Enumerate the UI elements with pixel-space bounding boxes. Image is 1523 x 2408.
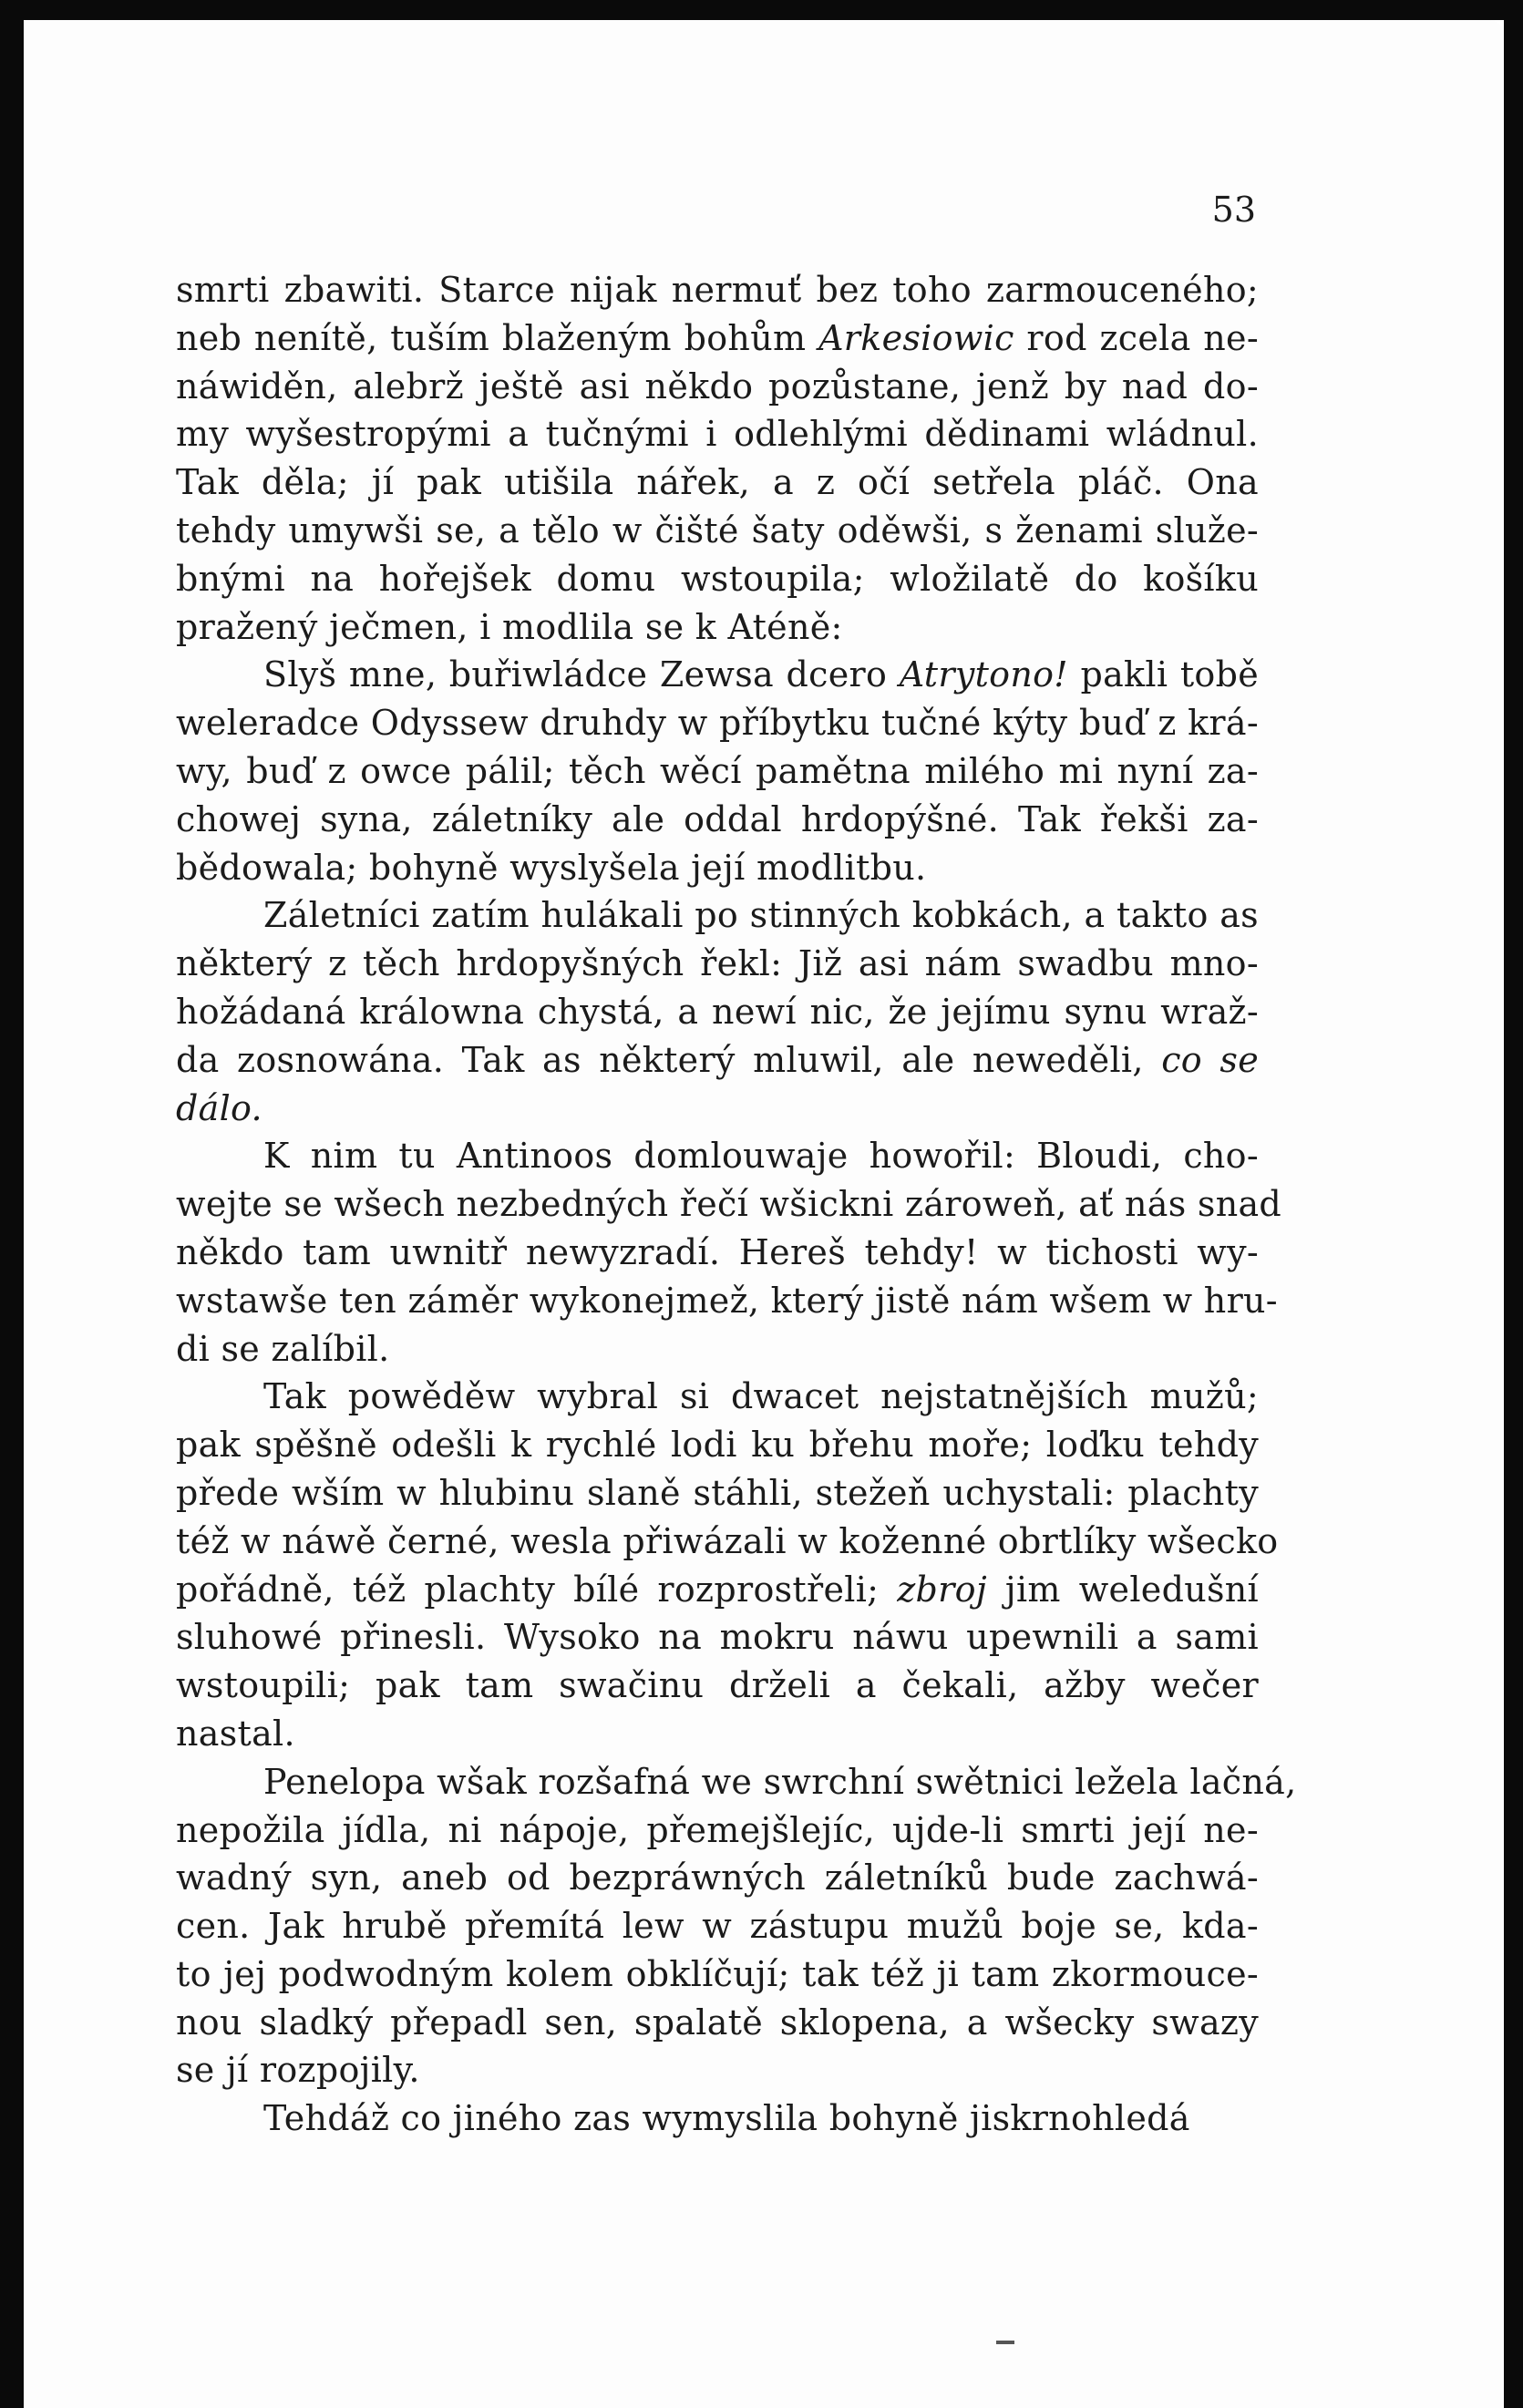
text-line bbox=[176, 1036, 1259, 1085]
text-segment: wy, buď z owce pálil; těch wěcí pamětna milého mi nyní za- bbox=[176, 750, 1259, 791]
text-segment: bědowala; bohyně wyslyšela její modlitbu. bbox=[176, 847, 927, 888]
text-segment: cen. Jak hrubě přemítá lew w zástupu mužů boje se, kda- bbox=[176, 1906, 1259, 1947]
text-line bbox=[176, 844, 1259, 892]
text-segment: někdo tam uwnitř newyzradí. Hereš tehdy! w tichosti wy- bbox=[176, 1231, 1259, 1272]
text-segment: rod zcela ne- bbox=[1014, 317, 1259, 358]
text-line bbox=[176, 1373, 1259, 1421]
text-line bbox=[176, 2046, 1259, 2094]
text-segment: sluhowé přinesli. Wysoko na mokru náwu upewnili a sami bbox=[176, 1617, 1259, 1658]
text-line bbox=[176, 891, 1259, 940]
text-line bbox=[176, 1229, 1259, 1277]
text-line bbox=[176, 1662, 1259, 1710]
text-segment: bnými na hořejšek domu wstoupila; wložilatě do košíku bbox=[176, 558, 1259, 599]
text-line bbox=[176, 1999, 1259, 2047]
text-segment: Slyš mne, buřiwládce Zewsa dcero bbox=[263, 654, 900, 695]
text-line bbox=[176, 1469, 1259, 1518]
text-segment: da zosnowána. Tak as některý mluwil, ale neweděli, bbox=[176, 1039, 1162, 1080]
text-segment: chowej syna, záletníky ale oddal hrdopýšné. Tak řekši za- bbox=[176, 798, 1259, 839]
text-segment: se jí rozpojily. bbox=[176, 2050, 420, 2091]
text-segment: přede wším w hlubinu slaně stáhli, stežeň uchystali: plachty bbox=[176, 1472, 1259, 1513]
text-line bbox=[176, 699, 1259, 747]
text-segment: wstoupili; pak tam swačinu drželi a čekali, ažby wečer bbox=[176, 1665, 1259, 1706]
body-text bbox=[176, 266, 1297, 2143]
text-segment: pakli tobě bbox=[1067, 654, 1259, 695]
text-segment: některý z těch hrdopyšných řekl: Již asi nám swadbu mno- bbox=[176, 943, 1259, 984]
scan-right-edge bbox=[1504, 0, 1523, 2408]
footer-mark bbox=[996, 2341, 1014, 2344]
text-segment: hožádaná králowna chystá, a newí nic, že jejímu synu wraž- bbox=[176, 991, 1259, 1032]
text-line bbox=[176, 940, 1259, 988]
text-line bbox=[176, 458, 1259, 507]
text-line bbox=[176, 1950, 1259, 1999]
text-line bbox=[176, 314, 1259, 363]
text-segment: to jej podwodným kolem obklíčují; tak též ji tam zkormouce- bbox=[176, 1953, 1259, 1994]
text-line bbox=[176, 2094, 1259, 2143]
text-segment: nou sladký přepadl sen, spalatě sklopena, a wšecky swazy bbox=[176, 2002, 1259, 2043]
text-segment: smrti zbawiti. Starce nijak nermuť bez toho zarmouceného; bbox=[176, 270, 1259, 310]
text-segment: Tehdáž co jiného zas wymyslila bohyně jiskrnohledá bbox=[263, 2098, 1190, 2139]
text-line bbox=[176, 1758, 1297, 1806]
text-line bbox=[176, 1518, 1279, 1566]
text-line bbox=[176, 1806, 1259, 1855]
text-segment: pořádně, též plachty bílé rozprostřeli; bbox=[176, 1569, 898, 1610]
text-line bbox=[176, 410, 1259, 458]
text-line bbox=[176, 1854, 1259, 1902]
text-line bbox=[176, 747, 1259, 796]
text-line bbox=[176, 363, 1259, 411]
text-segment: pak spěšně odešli k rychlé lodi ku břehu moře; loďku tehdy bbox=[176, 1425, 1259, 1466]
text-line bbox=[176, 1325, 1259, 1374]
text-line bbox=[176, 507, 1259, 555]
italic-text: Arkesiowic bbox=[818, 317, 1014, 358]
text-line bbox=[176, 796, 1259, 844]
text-segment: my wyšestropými a tučnými i odlehlými dědinami wládnul. bbox=[176, 414, 1259, 455]
text-segment: wadný syn, aneb od bezpráwných záletníků bude zachwá- bbox=[176, 1857, 1259, 1899]
text-segment: pražený ječmen, i modlila se k Aténě: bbox=[176, 606, 843, 647]
text-segment: tehdy umywši se, a tělo w čišté šaty oděwši, s ženami služe- bbox=[176, 509, 1259, 551]
text-line bbox=[176, 1710, 1259, 1758]
text-line bbox=[176, 1180, 1282, 1229]
text-segment: neb nenítě, tuším blaženým bohům bbox=[176, 317, 819, 358]
text-segment: též w náwě černé, wesla přiwázali w koženné obrtlíky wšecko bbox=[176, 1520, 1279, 1561]
text-segment: Tak děla; jí pak utišila nářek, a z očí setřela pláč. Ona bbox=[176, 462, 1259, 503]
text-segment: Penelopa wšak rozšafná we swrchní swětnici ležela lačná, bbox=[263, 1761, 1297, 1802]
italic-text: Atrytono! bbox=[899, 654, 1068, 695]
text-segment: Tak powěděw wybral si dwacet nejstatnějších mužů; bbox=[263, 1376, 1259, 1417]
scan-left-edge bbox=[0, 0, 24, 2408]
text-segment: wstawše ten záměr wykonejmež, který jistě nám wšem w hru- bbox=[176, 1280, 1278, 1321]
text-segment: wejte se wšech nezbedných řečí wšickni zároweň, ať nás snad bbox=[176, 1184, 1282, 1225]
page-number: 53 bbox=[1211, 190, 1256, 230]
text-segment: Záletníci zatím hulákali po stinných kobkách, a takto as bbox=[263, 895, 1259, 936]
text-line bbox=[176, 1902, 1259, 1950]
text-line bbox=[176, 1132, 1259, 1180]
text-segment: nepožila jídla, ni nápoje, přemejšlejíc, ujde-li smrti její ne- bbox=[176, 1809, 1259, 1850]
text-line bbox=[176, 651, 1259, 699]
text-line bbox=[176, 1085, 1259, 1133]
text-segment: nastal. bbox=[176, 1713, 295, 1754]
text-segment: jim weledušní bbox=[986, 1569, 1259, 1610]
text-line bbox=[176, 988, 1259, 1036]
text-segment: di se zalíbil. bbox=[176, 1328, 390, 1369]
text-line bbox=[176, 1566, 1259, 1614]
text-line bbox=[176, 1421, 1259, 1469]
italic-text: co se bbox=[1161, 1039, 1259, 1080]
text-line bbox=[176, 1277, 1278, 1325]
text-line bbox=[176, 1613, 1259, 1662]
text-segment: náwiděn, alebrž ještě asi někdo pozůstane, jenž by nad do- bbox=[176, 365, 1259, 406]
scan-top-edge bbox=[24, 0, 1523, 20]
text-line bbox=[176, 603, 1259, 652]
text-line bbox=[176, 266, 1259, 314]
text-line bbox=[176, 555, 1259, 603]
italic-text: zbroj bbox=[897, 1569, 987, 1610]
text-segment: weleradce Odyssew druhdy w příbytku tučné kýty buď z krá- bbox=[176, 703, 1259, 744]
italic-text: dálo. bbox=[176, 1087, 262, 1128]
text-segment: K nim tu Antinoos domlouwaje howořil: Bloudi, cho- bbox=[263, 1136, 1259, 1177]
